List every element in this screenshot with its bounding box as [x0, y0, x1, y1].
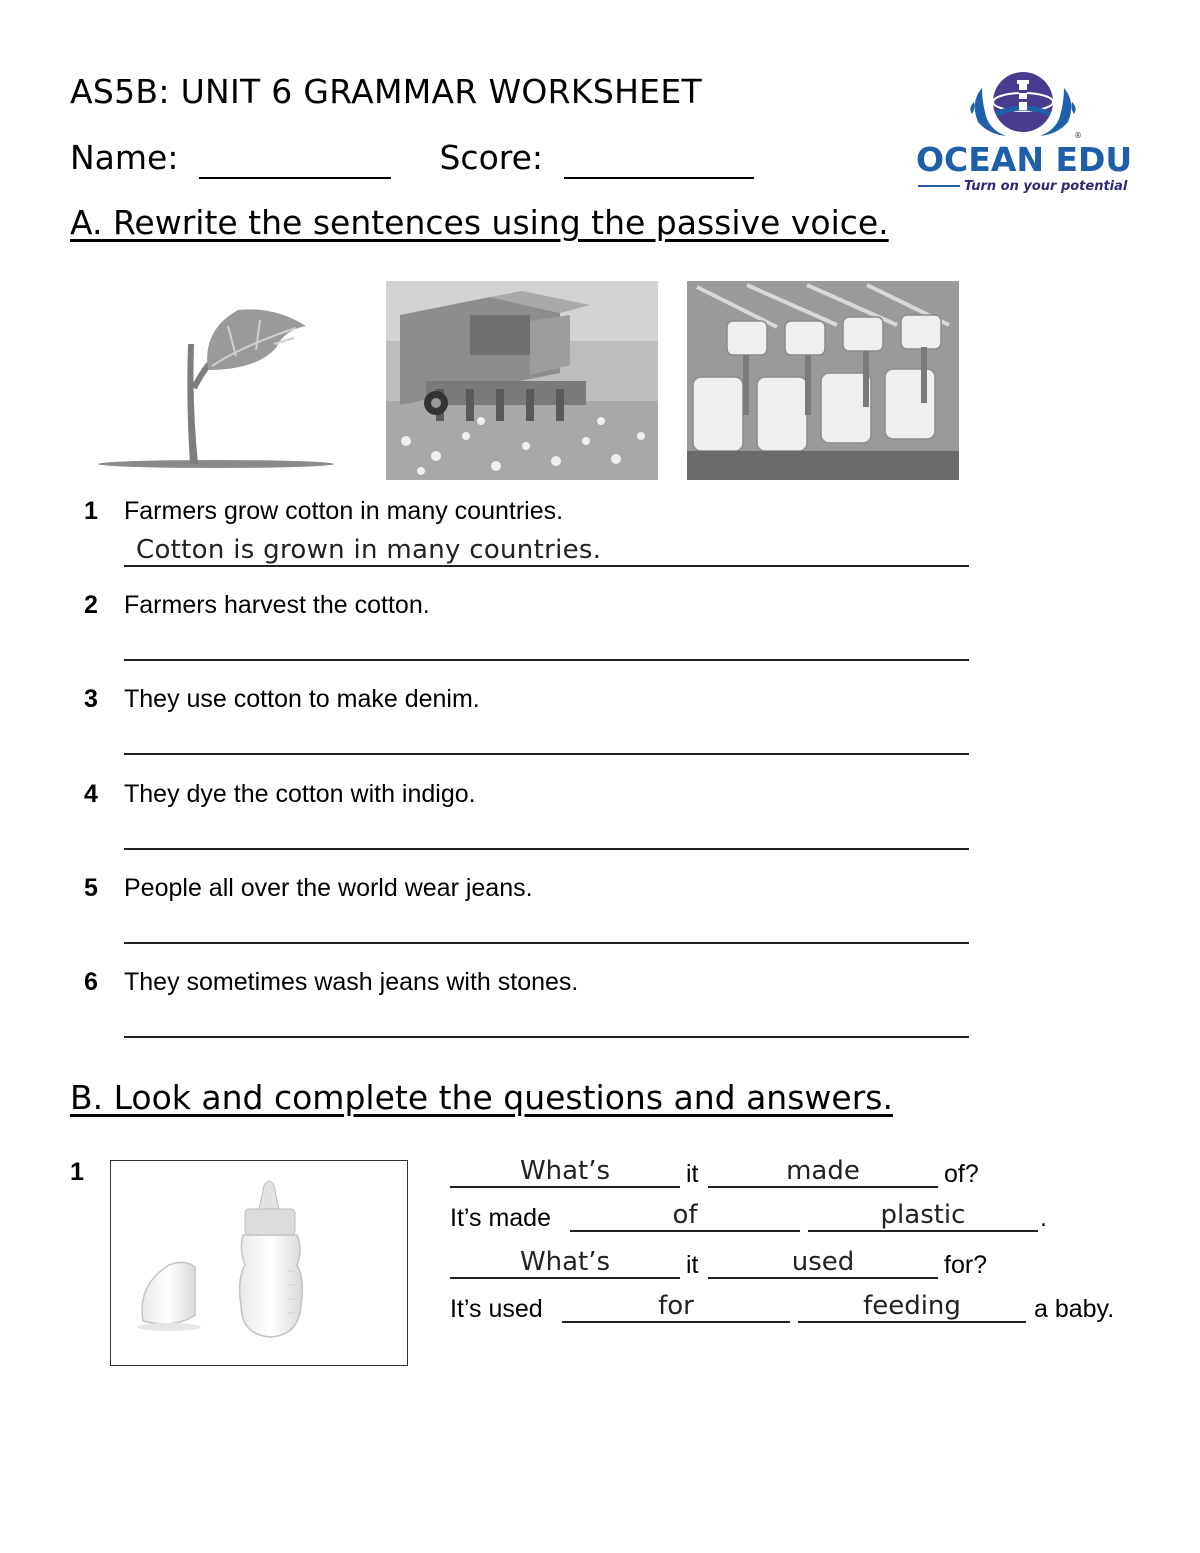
- qa-row-answer-2: [450, 1291, 1140, 1331]
- question-1: [84, 497, 974, 577]
- blank-field[interactable]: used: [708, 1247, 938, 1279]
- blank-field[interactable]: of: [570, 1200, 800, 1232]
- score-field[interactable]: [564, 138, 754, 179]
- blank-field[interactable]: What’s: [450, 1247, 680, 1279]
- question-text: Farmers harvest the cotton.: [124, 591, 430, 619]
- blank-field[interactable]: for: [562, 1291, 790, 1323]
- static-word: a baby.: [1034, 1295, 1115, 1323]
- item-number: 1: [70, 1158, 84, 1186]
- answer-line[interactable]: [124, 942, 969, 944]
- name-field[interactable]: [199, 138, 391, 179]
- answer-line[interactable]: [124, 753, 969, 755]
- baby-bottle-image: [110, 1160, 408, 1366]
- question-text: They dye the cotton with indigo.: [124, 780, 476, 808]
- answer-line[interactable]: [124, 1036, 969, 1038]
- answer-text: Cotton is grown in many countries.: [136, 535, 602, 565]
- score-label: Score:: [439, 138, 544, 177]
- logo-brand: OCEAN EDU: [916, 140, 1133, 179]
- answer-line[interactable]: [124, 659, 969, 661]
- section-a-heading: A. Rewrite the sentences using the passive voice.: [70, 203, 889, 242]
- static-word: It’s used: [450, 1295, 543, 1323]
- question-4: [84, 780, 974, 860]
- logo-tagline: Turn on your potential: [964, 179, 1128, 194]
- blank-field[interactable]: feeding: [798, 1291, 1026, 1323]
- question-number: 3: [84, 685, 98, 713]
- question-number: 5: [84, 874, 98, 902]
- qa-row-answer-1: [450, 1200, 1070, 1240]
- name-label: Name:: [70, 138, 179, 177]
- ocean-edu-logo: [912, 66, 1134, 196]
- question-text: They sometimes wash jeans with stones.: [124, 968, 579, 996]
- question-3: [84, 685, 974, 765]
- question-text: They use cotton to make denim.: [124, 685, 480, 713]
- blank-field[interactable]: plastic: [808, 1200, 1038, 1232]
- question-number: 6: [84, 968, 98, 996]
- cotton-plant-image: [96, 300, 340, 475]
- question-text: People all over the world wear jeans.: [124, 874, 533, 902]
- static-word: of?: [944, 1160, 979, 1188]
- worksheet-title: AS5B: UNIT 6 GRAMMAR WORKSHEET: [70, 72, 702, 111]
- static-word: .: [1040, 1204, 1047, 1232]
- question-text: Farmers grow cotton in many countries.: [124, 497, 564, 525]
- static-word: it: [686, 1160, 699, 1188]
- blank-field[interactable]: What’s: [450, 1156, 680, 1188]
- cotton-spools-image: [687, 281, 959, 480]
- name-score-row: [70, 138, 754, 179]
- answer-line[interactable]: [124, 848, 969, 850]
- lighthouse-icon: [1019, 80, 1027, 110]
- question-2: [84, 591, 974, 671]
- static-word: for?: [944, 1251, 988, 1279]
- question-6: [84, 968, 974, 1048]
- question-number: 4: [84, 780, 98, 808]
- answer-line[interactable]: [124, 565, 969, 567]
- question-number: 2: [84, 591, 98, 619]
- static-word: It’s made: [450, 1204, 551, 1232]
- question-5: [84, 874, 974, 954]
- cotton-harvester-image: [386, 281, 658, 480]
- section-b-heading: B. Look and complete the questions and answers.: [70, 1078, 893, 1117]
- static-word: it: [686, 1251, 699, 1279]
- qa-row-question-2: [450, 1247, 1010, 1287]
- qa-row-question-1: [450, 1156, 1010, 1196]
- blank-field[interactable]: made: [708, 1156, 938, 1188]
- registered-mark: ®: [1074, 131, 1082, 140]
- question-number: 1: [84, 497, 98, 525]
